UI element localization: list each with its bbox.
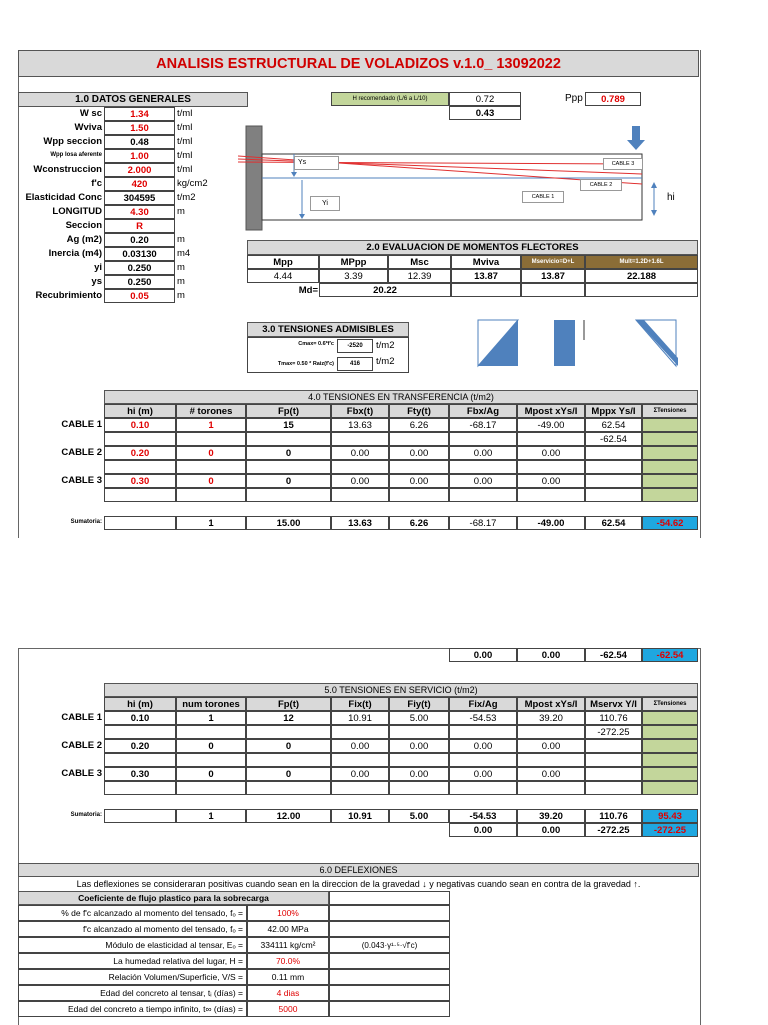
general-label: ys	[91, 276, 102, 287]
deflex-label: f'c alcanzado al momento del tensado, fₒ =	[18, 921, 247, 937]
cell-blank	[389, 488, 449, 502]
cell-value	[585, 753, 642, 767]
cell-value: 0.10	[104, 418, 176, 432]
col-header: hi (m)	[104, 697, 176, 711]
cell-value: 0.00	[449, 739, 517, 753]
deflex-extra	[329, 953, 450, 969]
cell-blank	[104, 725, 176, 739]
cell-blank	[389, 460, 449, 474]
moment-value: 3.39	[319, 269, 388, 283]
cell-value: 1	[176, 418, 246, 432]
cell-blank	[331, 432, 389, 446]
sum-value: 15.00	[246, 516, 331, 530]
cell-value: 0	[176, 474, 246, 488]
cell-blank	[176, 753, 246, 767]
deflex-value: 0.11 mm	[247, 969, 329, 985]
cell-value: 0.10	[104, 711, 176, 725]
cable-name: CABLE 2	[61, 447, 102, 458]
hi-label: hi	[667, 192, 675, 203]
sum-value: 12.00	[246, 809, 331, 823]
col-header: Fp(t)	[246, 404, 331, 418]
cable-2-label: CABLE 2	[580, 179, 622, 191]
cell-value: 5.00	[389, 711, 449, 725]
cell-blank	[246, 432, 331, 446]
general-label: Wpp losa aferente	[50, 152, 102, 158]
deflex-extra	[329, 1001, 450, 1017]
load-arrow-shaft	[632, 126, 640, 142]
col-header: # torones	[176, 404, 246, 418]
general-value: 0.20	[104, 233, 175, 247]
general-value: 1.50	[104, 121, 175, 135]
col-header: num torones	[176, 697, 246, 711]
cell-blank	[517, 460, 585, 474]
cable-name: CABLE 3	[61, 475, 102, 486]
general-value: 1.00	[104, 149, 175, 163]
general-value: 1.34	[104, 107, 175, 121]
general-unit: kg/cm2	[177, 178, 208, 189]
cell-blank	[389, 725, 449, 739]
h-recomendado-max: 0.72	[449, 92, 521, 106]
sum-value: 1	[176, 809, 246, 823]
cell-blank	[246, 460, 331, 474]
cell-blank	[176, 781, 246, 795]
sum-value: -54.62	[642, 516, 698, 530]
cell-value: 0.00	[517, 474, 585, 488]
sum-value: 1	[176, 516, 246, 530]
cell-blank	[517, 725, 585, 739]
sum-value: -54.53	[449, 809, 517, 823]
deflex-extra: (0.043·γ¹·⁵·√f'c)	[329, 937, 450, 953]
ppp-value: 0.789	[585, 92, 641, 106]
cell-blank	[331, 753, 389, 767]
cell-blank	[331, 725, 389, 739]
cell-value: -62.54	[585, 432, 642, 446]
general-unit: t/ml	[177, 108, 193, 119]
p2-top-tension: -62.54	[642, 648, 698, 662]
transfer-header: 4.0 TENSIONES EN TRANSFERENCIA (t/m2)	[104, 390, 698, 404]
tension-cell	[642, 753, 698, 767]
moment-blank	[451, 283, 521, 297]
cell-value: 62.54	[585, 418, 642, 432]
moment-value: 13.87	[451, 269, 521, 283]
cell-blank	[389, 753, 449, 767]
moment-value: 22.188	[585, 269, 698, 283]
tension-cell	[642, 418, 698, 432]
sum-label: Sumatoria:	[70, 812, 102, 818]
deflex-extra	[329, 905, 450, 921]
deflex-label: Edad del concreto al tensar, tᵢ (días) =	[18, 985, 247, 1001]
cell-blank	[246, 753, 331, 767]
moment-blank	[585, 283, 698, 297]
cell-value	[585, 767, 642, 781]
cell-blank	[389, 432, 449, 446]
cell-blank	[176, 725, 246, 739]
cell-blank	[331, 781, 389, 795]
p2-top-fag: 0.00	[449, 648, 517, 662]
cell-blank	[449, 781, 517, 795]
general-label: LONGITUD	[52, 206, 102, 217]
cable-name: CABLE 2	[61, 740, 102, 751]
col-header: Fty(t)	[389, 404, 449, 418]
cell-blank	[449, 460, 517, 474]
tension-cell	[642, 432, 698, 446]
cell-value: 6.26	[389, 418, 449, 432]
sum-value: 6.26	[389, 516, 449, 530]
service-header: 5.0 TENSIONES EN SERVICIO (t/m2)	[104, 683, 698, 697]
yi-label: Yi	[310, 196, 340, 211]
col-header: Mpost xYs/I	[517, 404, 585, 418]
sum2-value: -272.25	[585, 823, 642, 837]
cell-value: 0.30	[104, 474, 176, 488]
deflex-extra	[329, 969, 450, 985]
general-label: f'c	[91, 178, 102, 189]
general-unit: t/ml	[177, 122, 193, 133]
deflex-value: 4 dias	[247, 985, 329, 1001]
deflex-value: 334111 kg/cm²	[247, 937, 329, 953]
deflex-note: Las deflexiones se consideraran positivas cuando sean en la direccion de la gravedad ↓ y negativas cuando sean en contra de la gravedad ↑.	[76, 879, 641, 889]
ys-arrow-icon	[291, 172, 297, 177]
moment-value: 4.44	[247, 269, 319, 283]
cell-value	[585, 474, 642, 488]
general-label: Elasticidad Conc	[25, 192, 102, 203]
col-header: ΣTensiones	[642, 404, 698, 418]
col-header: hi (m)	[104, 404, 176, 418]
tension-cell	[642, 711, 698, 725]
general-value: 420	[104, 177, 175, 191]
cell-value: 0.20	[104, 446, 176, 460]
tmax-label: Tmax= 0.50 * Raiz(f'c)	[277, 361, 334, 367]
cell-value: 0	[176, 767, 246, 781]
cable-3-label: CABLE 3	[603, 158, 643, 170]
p2-top-mpp: -62.54	[585, 648, 642, 662]
moment-col-header: Mpp	[247, 255, 319, 269]
general-unit: m	[177, 234, 185, 245]
general-label: yi	[94, 262, 102, 273]
cell-blank	[246, 725, 331, 739]
cell-value: 0.00	[331, 767, 389, 781]
moment-value: 12.39	[388, 269, 451, 283]
tension-cell	[642, 488, 698, 502]
cell-value	[585, 781, 642, 795]
cell-blank	[176, 432, 246, 446]
cell-blank	[104, 432, 176, 446]
sheet-title: ANALISIS ESTRUCTURAL DE VOLADIZOS v.1.0_ 13092022	[18, 50, 699, 77]
tension-cell	[642, 781, 698, 795]
cell-value: -68.17	[449, 418, 517, 432]
general-value: 0.03130	[104, 247, 175, 261]
h-recomendado-label: H recomendado (L/6 a L/10)	[331, 92, 449, 106]
moment-col-header: Mservicio=D+L	[521, 255, 585, 269]
deflex-value: 100%	[247, 905, 329, 921]
cell-value	[585, 488, 642, 502]
cell-blank	[176, 460, 246, 474]
sum-value: 39.20	[517, 809, 585, 823]
cable-name: CABLE 3	[61, 768, 102, 779]
cell-blank	[104, 488, 176, 502]
sum-value: 62.54	[585, 516, 642, 530]
deflex-extra-head	[329, 891, 450, 905]
cell-value: 12	[246, 711, 331, 725]
moment-value: 13.87	[521, 269, 585, 283]
sum-value: 95.43	[642, 809, 698, 823]
sum-label: Sumatoria:	[70, 519, 102, 525]
cable-name: CABLE 1	[61, 419, 102, 430]
cell-value: 0.00	[389, 739, 449, 753]
cmax-value: -2520	[337, 339, 373, 353]
cell-blank	[331, 488, 389, 502]
tmax-unit: t/m2	[376, 356, 395, 367]
cell-blank	[517, 488, 585, 502]
ppp-label: Ppp	[565, 93, 583, 104]
cell-blank	[449, 488, 517, 502]
hi-arrow-down-icon	[651, 210, 657, 216]
cell-value: 0	[246, 739, 331, 753]
support-wall	[246, 126, 262, 230]
cell-value: 15	[246, 418, 331, 432]
col-header: ΣTensiones	[642, 697, 698, 711]
tension-cell	[642, 446, 698, 460]
general-label: Wconstruccion	[33, 164, 102, 175]
col-header: Fix/Ag	[449, 697, 517, 711]
cell-value: 0.00	[389, 474, 449, 488]
cell-value: 0.00	[389, 446, 449, 460]
cell-value: 0.00	[331, 446, 389, 460]
cell-value: 110.76	[585, 711, 642, 725]
sum-value: 110.76	[585, 809, 642, 823]
deflex-label: Relación Volumen/Superficie, V/S =	[18, 969, 247, 985]
sum2-value: 0.00	[517, 823, 585, 837]
general-label: Seccion	[65, 220, 102, 231]
cell-value: 0.00	[449, 767, 517, 781]
general-value: 304595	[104, 191, 175, 205]
cell-blank	[389, 781, 449, 795]
general-unit: t/ml	[177, 136, 193, 147]
general-label: Wviva	[74, 122, 102, 133]
general-unit: m4	[177, 248, 191, 259]
col-header: Fbx/Ag	[449, 404, 517, 418]
moment-col-header: Mviva	[451, 255, 521, 269]
cmax-label: Cmax= 0.6*f'c	[298, 341, 334, 347]
cell-value: 0.30	[104, 767, 176, 781]
cell-blank	[449, 725, 517, 739]
general-label: Recubrimiento	[35, 290, 102, 301]
cell-value: 0	[176, 446, 246, 460]
cell-blank	[246, 488, 331, 502]
tension-cell	[642, 739, 698, 753]
cell-blank	[517, 753, 585, 767]
h-recomendado-min: 0.43	[449, 106, 521, 120]
col-header: Mservx Y/I	[585, 697, 642, 711]
stress-diagrams	[476, 318, 688, 370]
sum-value: 13.63	[331, 516, 389, 530]
sum-value: -68.17	[449, 516, 517, 530]
general-header: 1.0 DATOS GENERALES	[18, 92, 248, 107]
deflex-label: La humedad relativa del lugar, H =	[18, 953, 247, 969]
col-header: Fbx(t)	[331, 404, 389, 418]
cell-value: 1	[176, 711, 246, 725]
cell-blank	[449, 753, 517, 767]
cell-blank	[449, 432, 517, 446]
deflex-subheader: Coeficiente de flujo plastico para la sobrecarga	[18, 891, 329, 905]
cell-value	[585, 739, 642, 753]
cell-value	[585, 446, 642, 460]
sum-value: -49.00	[517, 516, 585, 530]
cell-blank	[104, 781, 176, 795]
cell-value: 0	[246, 446, 331, 460]
general-unit: t/m2	[177, 192, 196, 203]
cell-blank	[104, 809, 176, 823]
cell-value: 0	[246, 474, 331, 488]
tmax-value: 416	[337, 357, 373, 371]
deflex-label: Edad del concreto a tiempo infinito, t∞ (días) =	[18, 1001, 247, 1017]
general-label: Wpp seccion	[43, 136, 102, 147]
cell-value: 0.00	[331, 474, 389, 488]
cell-value: 0.20	[104, 739, 176, 753]
general-unit: m	[177, 290, 185, 301]
deflex-label: Módulo de elasticidad al tensar, Eₒ =	[18, 937, 247, 953]
tension-cell	[642, 725, 698, 739]
general-label: W sc	[79, 108, 102, 119]
cell-value: -49.00	[517, 418, 585, 432]
sum-value: 5.00	[389, 809, 449, 823]
cell-blank	[176, 488, 246, 502]
general-unit: t/ml	[177, 164, 193, 175]
general-value: 0.250	[104, 261, 175, 275]
cell-blank	[104, 516, 176, 530]
cell-value: -54.53	[449, 711, 517, 725]
general-unit: t/ml	[177, 150, 193, 161]
cell-value: 0.00	[389, 767, 449, 781]
cell-blank	[104, 460, 176, 474]
load-arrow-icon	[627, 140, 645, 150]
general-unit: m	[177, 262, 185, 273]
deflex-extra	[329, 985, 450, 1001]
general-label: Ag (m2)	[66, 234, 102, 245]
deflex-value: 70.0%	[247, 953, 329, 969]
cable-1-label: CABLE 1	[522, 191, 564, 203]
general-value: 2.000	[104, 163, 175, 177]
general-value: 4.30	[104, 205, 175, 219]
cell-value: -272.25	[585, 725, 642, 739]
deflex-header: 6.0 DEFLEXIONES	[18, 863, 699, 877]
tension-cell	[642, 460, 698, 474]
tension-cell	[642, 474, 698, 488]
general-unit: m	[177, 206, 185, 217]
deflex-value: 42.00 MPa	[247, 921, 329, 937]
stress-uniform-icon	[554, 320, 575, 366]
admisibles-header: 3.0 TENSIONES ADMISIBLES	[247, 322, 409, 337]
sum-value: 10.91	[331, 809, 389, 823]
p2-top-mpost: 0.00	[517, 648, 585, 662]
cell-value: 39.20	[517, 711, 585, 725]
general-value: 0.05	[104, 289, 175, 303]
deflex-label: % de f'c alcanzado al momento del tensado, fₒ =	[18, 905, 247, 921]
hi-arrow-up-icon	[651, 182, 657, 188]
moment-blank	[521, 283, 585, 297]
general-label: Inercia (m4)	[48, 248, 102, 259]
md-label: Md=	[298, 285, 318, 296]
ys-label: Ys	[294, 156, 339, 170]
md-value: 20.22	[319, 283, 451, 297]
col-header: Mpost xYs/I	[517, 697, 585, 711]
moment-col-header: Mult=1.2D+1.6L	[585, 255, 698, 269]
cell-value: 0.00	[449, 474, 517, 488]
general-value: 0.48	[104, 135, 175, 149]
deflex-extra	[329, 921, 450, 937]
general-value: R	[104, 219, 175, 233]
col-header: Fp(t)	[246, 697, 331, 711]
cmax-unit: t/m2	[376, 340, 395, 351]
deflex-value: 5000	[247, 1001, 329, 1017]
cell-blank	[104, 753, 176, 767]
cell-value: 0.00	[331, 739, 389, 753]
cell-value: 0.00	[517, 767, 585, 781]
yi-arrow-icon	[299, 214, 305, 219]
col-header: Fiy(t)	[389, 697, 449, 711]
col-header: Fix(t)	[331, 697, 389, 711]
cell-value: 0.00	[517, 446, 585, 460]
col-header: Mppx Ys/I	[585, 404, 642, 418]
moments-header: 2.0 EVALUACION DE MOMENTOS FLECTORES	[247, 240, 698, 255]
sum2-value: -272.25	[642, 823, 698, 837]
general-value: 0.250	[104, 275, 175, 289]
cell-value: 13.63	[331, 418, 389, 432]
moment-col-header: Msc	[388, 255, 451, 269]
cell-value: 0	[246, 767, 331, 781]
general-unit: m	[177, 276, 185, 287]
sum2-value: 0.00	[449, 823, 517, 837]
cell-blank	[517, 432, 585, 446]
cell-value: 0.00	[517, 739, 585, 753]
cell-value: 0.00	[449, 446, 517, 460]
cell-value: 0	[176, 739, 246, 753]
cable-name: CABLE 1	[61, 712, 102, 723]
moment-col-header: MPpp	[319, 255, 388, 269]
cell-blank	[246, 781, 331, 795]
cell-value: 10.91	[331, 711, 389, 725]
cell-blank	[517, 781, 585, 795]
tension-cell	[642, 767, 698, 781]
cell-value	[585, 460, 642, 474]
cell-blank	[331, 460, 389, 474]
